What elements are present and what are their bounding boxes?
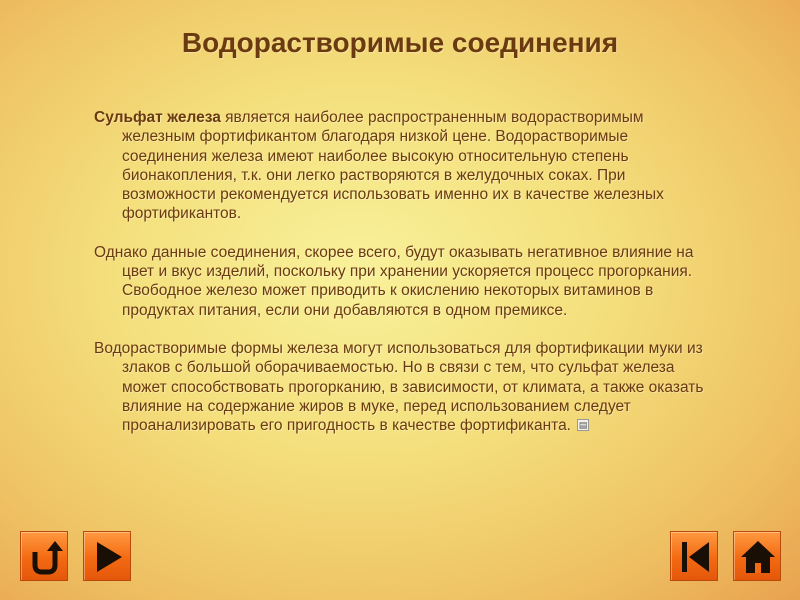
first-slide-button[interactable]	[670, 531, 718, 581]
return-button[interactable]	[20, 531, 68, 581]
paragraph-bold-lead: Сульфат железа	[94, 109, 221, 126]
slide-title: Водорастворимые соединения	[181, 27, 619, 58]
slide-body	[94, 108, 714, 435]
paragraph-text: является наиболее распространенным водорастворимым железным фортификантом благодаря низкой цене. Водорастворимые соединения железа имеют наиболее высокую относительную степень бионакопления, т.к. они легко растворяются в желудочных соках. При возможности рекомендуется использовать именно их в качестве железных фортификантов.	[122, 109, 664, 223]
play-next-icon	[84, 532, 132, 582]
next-slide-button[interactable]	[83, 531, 131, 581]
paragraph-2	[94, 243, 714, 320]
note-icon[interactable]: ▤	[578, 420, 588, 431]
home-button[interactable]	[733, 531, 781, 581]
paragraph-3	[94, 339, 714, 435]
paragraph-text: Водорастворимые формы железа могут использоваться для фортификации муки из злаков с большой оборачиваемостью. Но в связи с тем, что сульфат железа может способствовать прогорканию, в зависимости, от климата, а также оказать влияние на содержание жиров в муке, перед использованием следует проанализировать его пригодность в качестве фортификанта.	[94, 339, 704, 435]
home-icon	[734, 532, 782, 582]
paragraph-1	[94, 108, 714, 224]
return-arrow-icon	[21, 532, 69, 582]
paragraph-text: Однако данные соединения, скорее всего, будут оказывать негативное влияние на цвет и вкус изделий, поскольку при хранении ускоряется процесс прогоркания. Свободное железо может приводить к окислению некоторых витаминов в продуктах питания, если они добавляются в одном премиксе.	[94, 243, 694, 319]
first-slide-icon	[671, 532, 719, 582]
